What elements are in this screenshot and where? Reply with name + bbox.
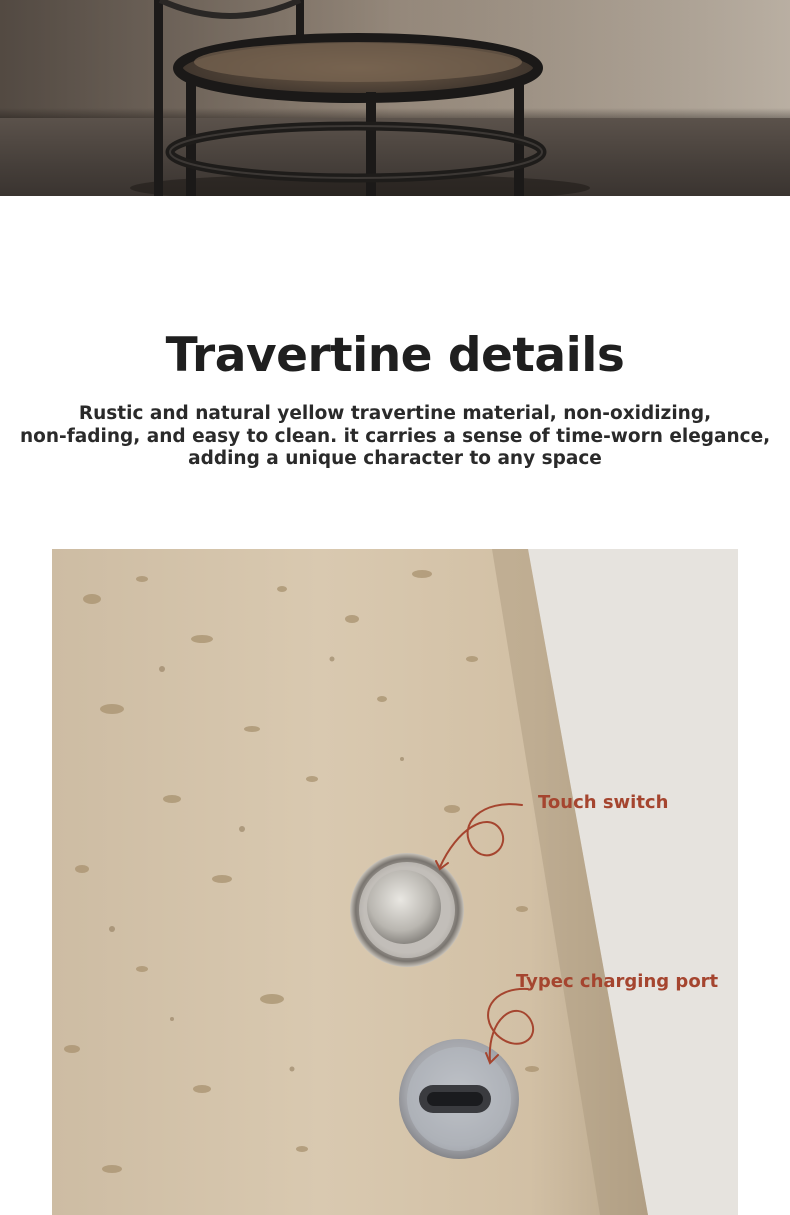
usb-c-port-icon xyxy=(399,1039,519,1159)
description-line-3: adding a unique character to any space xyxy=(188,448,602,469)
section-title: Travertine details xyxy=(165,328,625,383)
touch-switch-label: Touch switch xyxy=(538,792,669,813)
travertine-closeup-photo xyxy=(52,549,738,1215)
chair-illustration xyxy=(0,0,790,196)
top-lifestyle-photo xyxy=(0,0,790,196)
section-description xyxy=(20,403,770,471)
travertine-base-illustration xyxy=(52,549,738,1215)
description-line-2: non-fading, and easy to clean. it carries a sense of time-worn elegance, xyxy=(20,425,771,447)
description-line-1: Rustic and natural yellow travertine material, non-oxidizing, xyxy=(78,403,712,424)
typec-port-label: Typec charging port xyxy=(516,971,719,992)
touch-button-icon xyxy=(350,853,464,967)
